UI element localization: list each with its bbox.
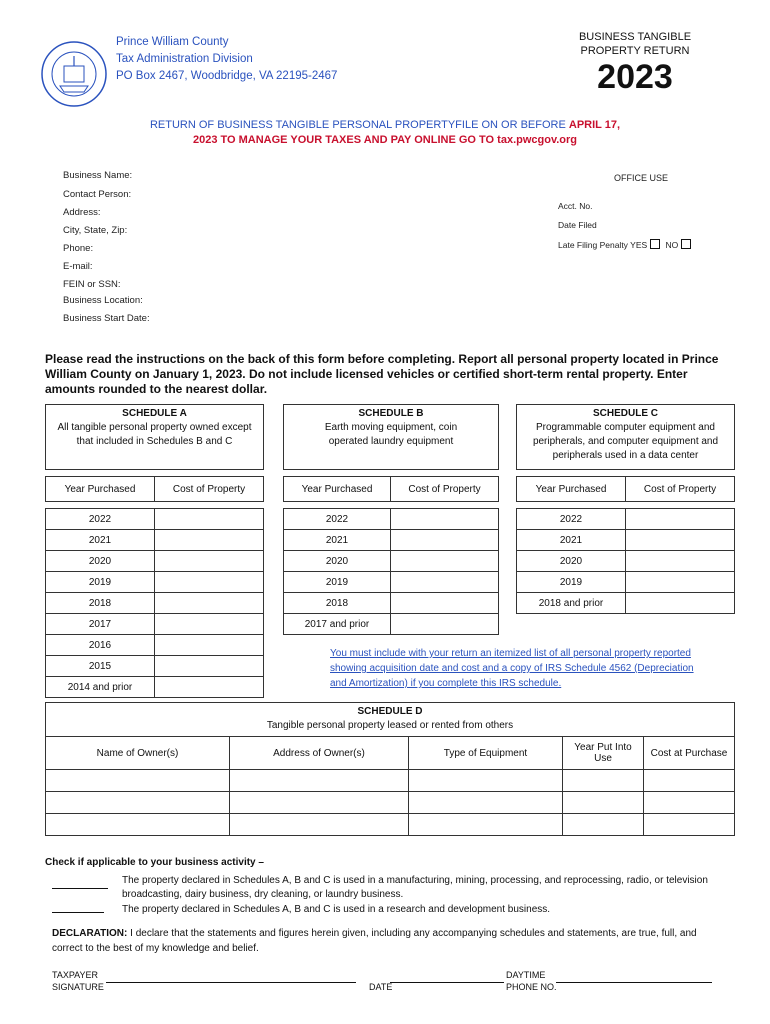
schedule-b-col-year: Year Purchased: [284, 477, 391, 502]
phone-label: Phone:: [63, 243, 94, 254]
owner-name-cell[interactable]: [46, 792, 230, 814]
schedule-d-desc: Tangible personal property leased or rented from others: [266, 720, 514, 731]
po-box-address: PO Box 2467, Woodbridge, VA 22195-2467: [116, 70, 338, 82]
schedule-c-table: [516, 476, 735, 614]
schedule-a-cost-input[interactable]: [155, 635, 264, 656]
owner-address-cell[interactable]: [230, 792, 409, 814]
business-activity-heading: Check if applicable to your business activity –: [45, 857, 264, 868]
schedule-a-col-year: Year Purchased: [46, 477, 155, 502]
schedule-b-col-cost: Cost of Property: [391, 477, 499, 502]
schedule-c-year: 2018 and prior: [517, 593, 626, 614]
schedule-c-title: SCHEDULE C: [592, 408, 658, 419]
schedule-a-year: 2015: [46, 656, 155, 677]
owner-name-cell[interactable]: [46, 770, 230, 792]
schedule-a-year: 2019: [46, 572, 155, 593]
schedule-a-cost-input[interactable]: [155, 677, 264, 698]
schedule-a-year: 2021: [46, 530, 155, 551]
county-seal: [40, 40, 108, 108]
schedule-d-col-year-put-into-use: Year Put Into Use: [563, 737, 644, 770]
schedule-a-year: 2016: [46, 635, 155, 656]
schedule-b-year: 2022: [284, 509, 391, 530]
schedule-b-year: 2021: [284, 530, 391, 551]
daytime-label: DAYTIME: [506, 970, 546, 980]
equipment-type-cell[interactable]: [409, 814, 563, 836]
business-activity-option-2: [52, 903, 712, 917]
taxpayer-label: TAXPAYER: [52, 970, 99, 980]
schedule-d-col-cost: Cost at Purchase: [644, 737, 735, 770]
tax-year: 2023: [597, 58, 673, 96]
notice-deadline: APRIL 17,: [568, 119, 621, 131]
schedule-a-desc: All tangible personal property owned except that included in Schedules B and C: [57, 422, 252, 447]
schedule-a-cost-input[interactable]: [155, 614, 264, 635]
schedule-a-cost-input[interactable]: [155, 530, 264, 551]
yes-checkbox[interactable]: [650, 239, 660, 249]
signature-line[interactable]: [106, 982, 356, 983]
form-title-line2: PROPERTY RETURN: [580, 45, 690, 57]
schedule-d-header: [45, 702, 735, 736]
schedule-b-cost-input[interactable]: [391, 509, 499, 530]
schedule-b-year: 2020: [284, 551, 391, 572]
schedule-a-title: SCHEDULE A: [122, 408, 187, 419]
signature-label: SIGNATURE: [52, 982, 104, 992]
business-location-label: Business Location:: [63, 295, 143, 306]
schedule-d-col-owner-name: Name of Owner(s): [46, 737, 230, 770]
schedule-d-col-owner-address: Address of Owner(s): [230, 737, 409, 770]
schedule-a-cost-input[interactable]: [155, 593, 264, 614]
date-label: DATE: [369, 982, 393, 992]
schedule-b-desc: Earth moving equipment, coin operated laundry equipment: [324, 422, 458, 447]
schedule-a-cost-input[interactable]: [155, 509, 264, 530]
schedule-c-header: [516, 404, 735, 470]
taxpayer-signature-label: [52, 969, 104, 993]
schedule-a-col-cost: Cost of Property: [155, 477, 264, 502]
schedule-c-year: 2022: [517, 509, 626, 530]
schedule-c-cost-input[interactable]: [626, 530, 735, 551]
schedule-b-year: 2017 and prior: [284, 614, 391, 635]
county-address-block: [116, 34, 337, 85]
schedule-b-cost-input[interactable]: [391, 551, 499, 572]
fein-ssn-label: FEIN or SSN:: [63, 279, 121, 290]
division-name: Tax Administration Division: [116, 53, 253, 65]
schedule-a-year: 2022: [46, 509, 155, 530]
equipment-type-cell[interactable]: [409, 792, 563, 814]
equipment-type-cell[interactable]: [409, 770, 563, 792]
cost-cell[interactable]: [644, 814, 735, 836]
declaration: [52, 926, 712, 956]
year-put-into-use-cell[interactable]: [563, 792, 644, 814]
no-label: NO: [665, 240, 679, 250]
email-label: E-mail:: [63, 261, 93, 272]
schedule-c-col-year: Year Purchased: [517, 477, 626, 502]
acct-no-label: Acct. No.: [558, 201, 593, 211]
schedule-a-table: [45, 476, 264, 698]
county-name: Prince William County: [116, 36, 229, 48]
date-filed-label: Date Filed: [558, 220, 597, 230]
phone-line[interactable]: [556, 982, 712, 983]
activity-2-text: The property declared in Schedules A, B and C is used in a research and development business.: [122, 904, 551, 915]
schedule-a-cost-input[interactable]: [155, 572, 264, 593]
schedule-b-header: [283, 404, 499, 470]
late-filing-label: Late Filing Penalty: [558, 240, 628, 250]
schedule-a-year: 2014 and prior: [46, 677, 155, 698]
year-put-into-use-cell[interactable]: [563, 814, 644, 836]
late-filing-penalty: [558, 239, 694, 250]
form-title: [540, 30, 730, 58]
phone-no-label: PHONE NO.: [506, 982, 557, 992]
declaration-label: DECLARATION:: [52, 928, 128, 939]
schedule-c-cost-input[interactable]: [626, 509, 735, 530]
no-checkbox[interactable]: [681, 239, 691, 249]
business-start-date-label: Business Start Date:: [63, 313, 150, 324]
form-title-line1: BUSINESS TANGIBLE: [578, 31, 692, 43]
schedule-d-col-equipment-type: Type of Equipment: [409, 737, 563, 770]
daytime-phone-label: [506, 969, 557, 993]
schedule-a-year: 2020: [46, 551, 155, 572]
schedule-b-cost-input[interactable]: [391, 530, 499, 551]
schedule-c-year: 2021: [517, 530, 626, 551]
schedule-b-year: 2019: [284, 572, 391, 593]
schedule-c-cost-input[interactable]: [626, 593, 735, 614]
business-activity-option-1: [52, 874, 712, 902]
city-state-zip-label: City, State, Zip:: [63, 225, 128, 236]
schedule-a-cost-input[interactable]: [155, 551, 264, 572]
schedule-b-cost-input[interactable]: [391, 614, 499, 635]
address-label: Address:: [63, 207, 101, 218]
itemized-list-note-link[interactable]: You must include with your return an itemized list of all personal property reported showing acquisition date and cost and a copy of IRS Schedule 4562 (Depreciation and Amortization) if you complete this IRS schedule.: [330, 648, 694, 689]
schedule-c-desc: Programmable computer equipment and peripherals, and computer equipment and peripherals used in a data center: [532, 422, 719, 461]
schedule-c-cost-input[interactable]: [626, 551, 735, 572]
activity-2-checkline[interactable]: [52, 912, 104, 913]
schedule-c-year: 2020: [517, 551, 626, 572]
schedule-a-cost-input[interactable]: [155, 656, 264, 677]
business-name-label: Business Name:: [63, 170, 133, 181]
cost-cell[interactable]: [644, 770, 735, 792]
schedule-b-cost-input[interactable]: [391, 572, 499, 593]
owner-address-cell[interactable]: [230, 814, 409, 836]
yes-label: YES: [630, 240, 648, 250]
date-line[interactable]: [390, 982, 504, 983]
schedule-c-year: 2019: [517, 572, 626, 593]
cost-cell[interactable]: [644, 792, 735, 814]
schedule-b-title: SCHEDULE B: [358, 408, 424, 419]
filing-notice: [60, 118, 710, 148]
schedule-d-row: [46, 770, 735, 792]
year-put-into-use-cell[interactable]: [563, 770, 644, 792]
activity-1-text: The property declared in Schedules A, B and C is used in a manufacturing, mining, processing, and reprocessing, radio, or television broadcasting, dairy business, dry cleaning, or laundry business.: [122, 875, 708, 900]
declaration-text: I declare that the statements and figures herein given, including any accompanying schedules and statements, are true, full, and correct to the best of my knowledge and belief.: [52, 928, 697, 954]
office-use-title: OFFICE USE: [614, 173, 669, 183]
owner-name-cell[interactable]: [46, 814, 230, 836]
schedule-a-year: 2017: [46, 614, 155, 635]
contact-person-label: Contact Person:: [63, 189, 132, 200]
activity-1-checkline[interactable]: [52, 888, 108, 889]
schedule-b-cost-input[interactable]: [391, 593, 499, 614]
schedule-d-title: SCHEDULE D: [357, 706, 423, 717]
owner-address-cell[interactable]: [230, 770, 409, 792]
schedule-d: [45, 702, 735, 836]
schedule-b-table: [283, 476, 499, 635]
schedule-a-year: 2018: [46, 593, 155, 614]
schedule-b-year: 2018: [284, 593, 391, 614]
schedule-c-col-cost: Cost of Property: [626, 477, 735, 502]
schedule-c-cost-input[interactable]: [626, 572, 735, 593]
schedule-a-header: [45, 404, 264, 470]
schedule-d-row: [46, 792, 735, 814]
notice-line2: 2023 TO MANAGE YOUR TAXES AND PAY ONLINE GO TO tax.pwcgov.org: [192, 134, 578, 146]
schedule-d-row: [46, 814, 735, 836]
notice-line1: RETURN OF BUSINESS TANGIBLE PERSONAL PROPERTYFILE ON OR BEFORE: [149, 119, 569, 131]
schedule-d-table: [45, 736, 735, 836]
instructions-text: Please read the instructions on the back of this form before completing. Report all personal property located in Prince William County on January 1, 2023. Do not include licensed vehicles or certified short-term rental property. Enter amounts rounded to the nearest dollar.: [45, 352, 719, 396]
